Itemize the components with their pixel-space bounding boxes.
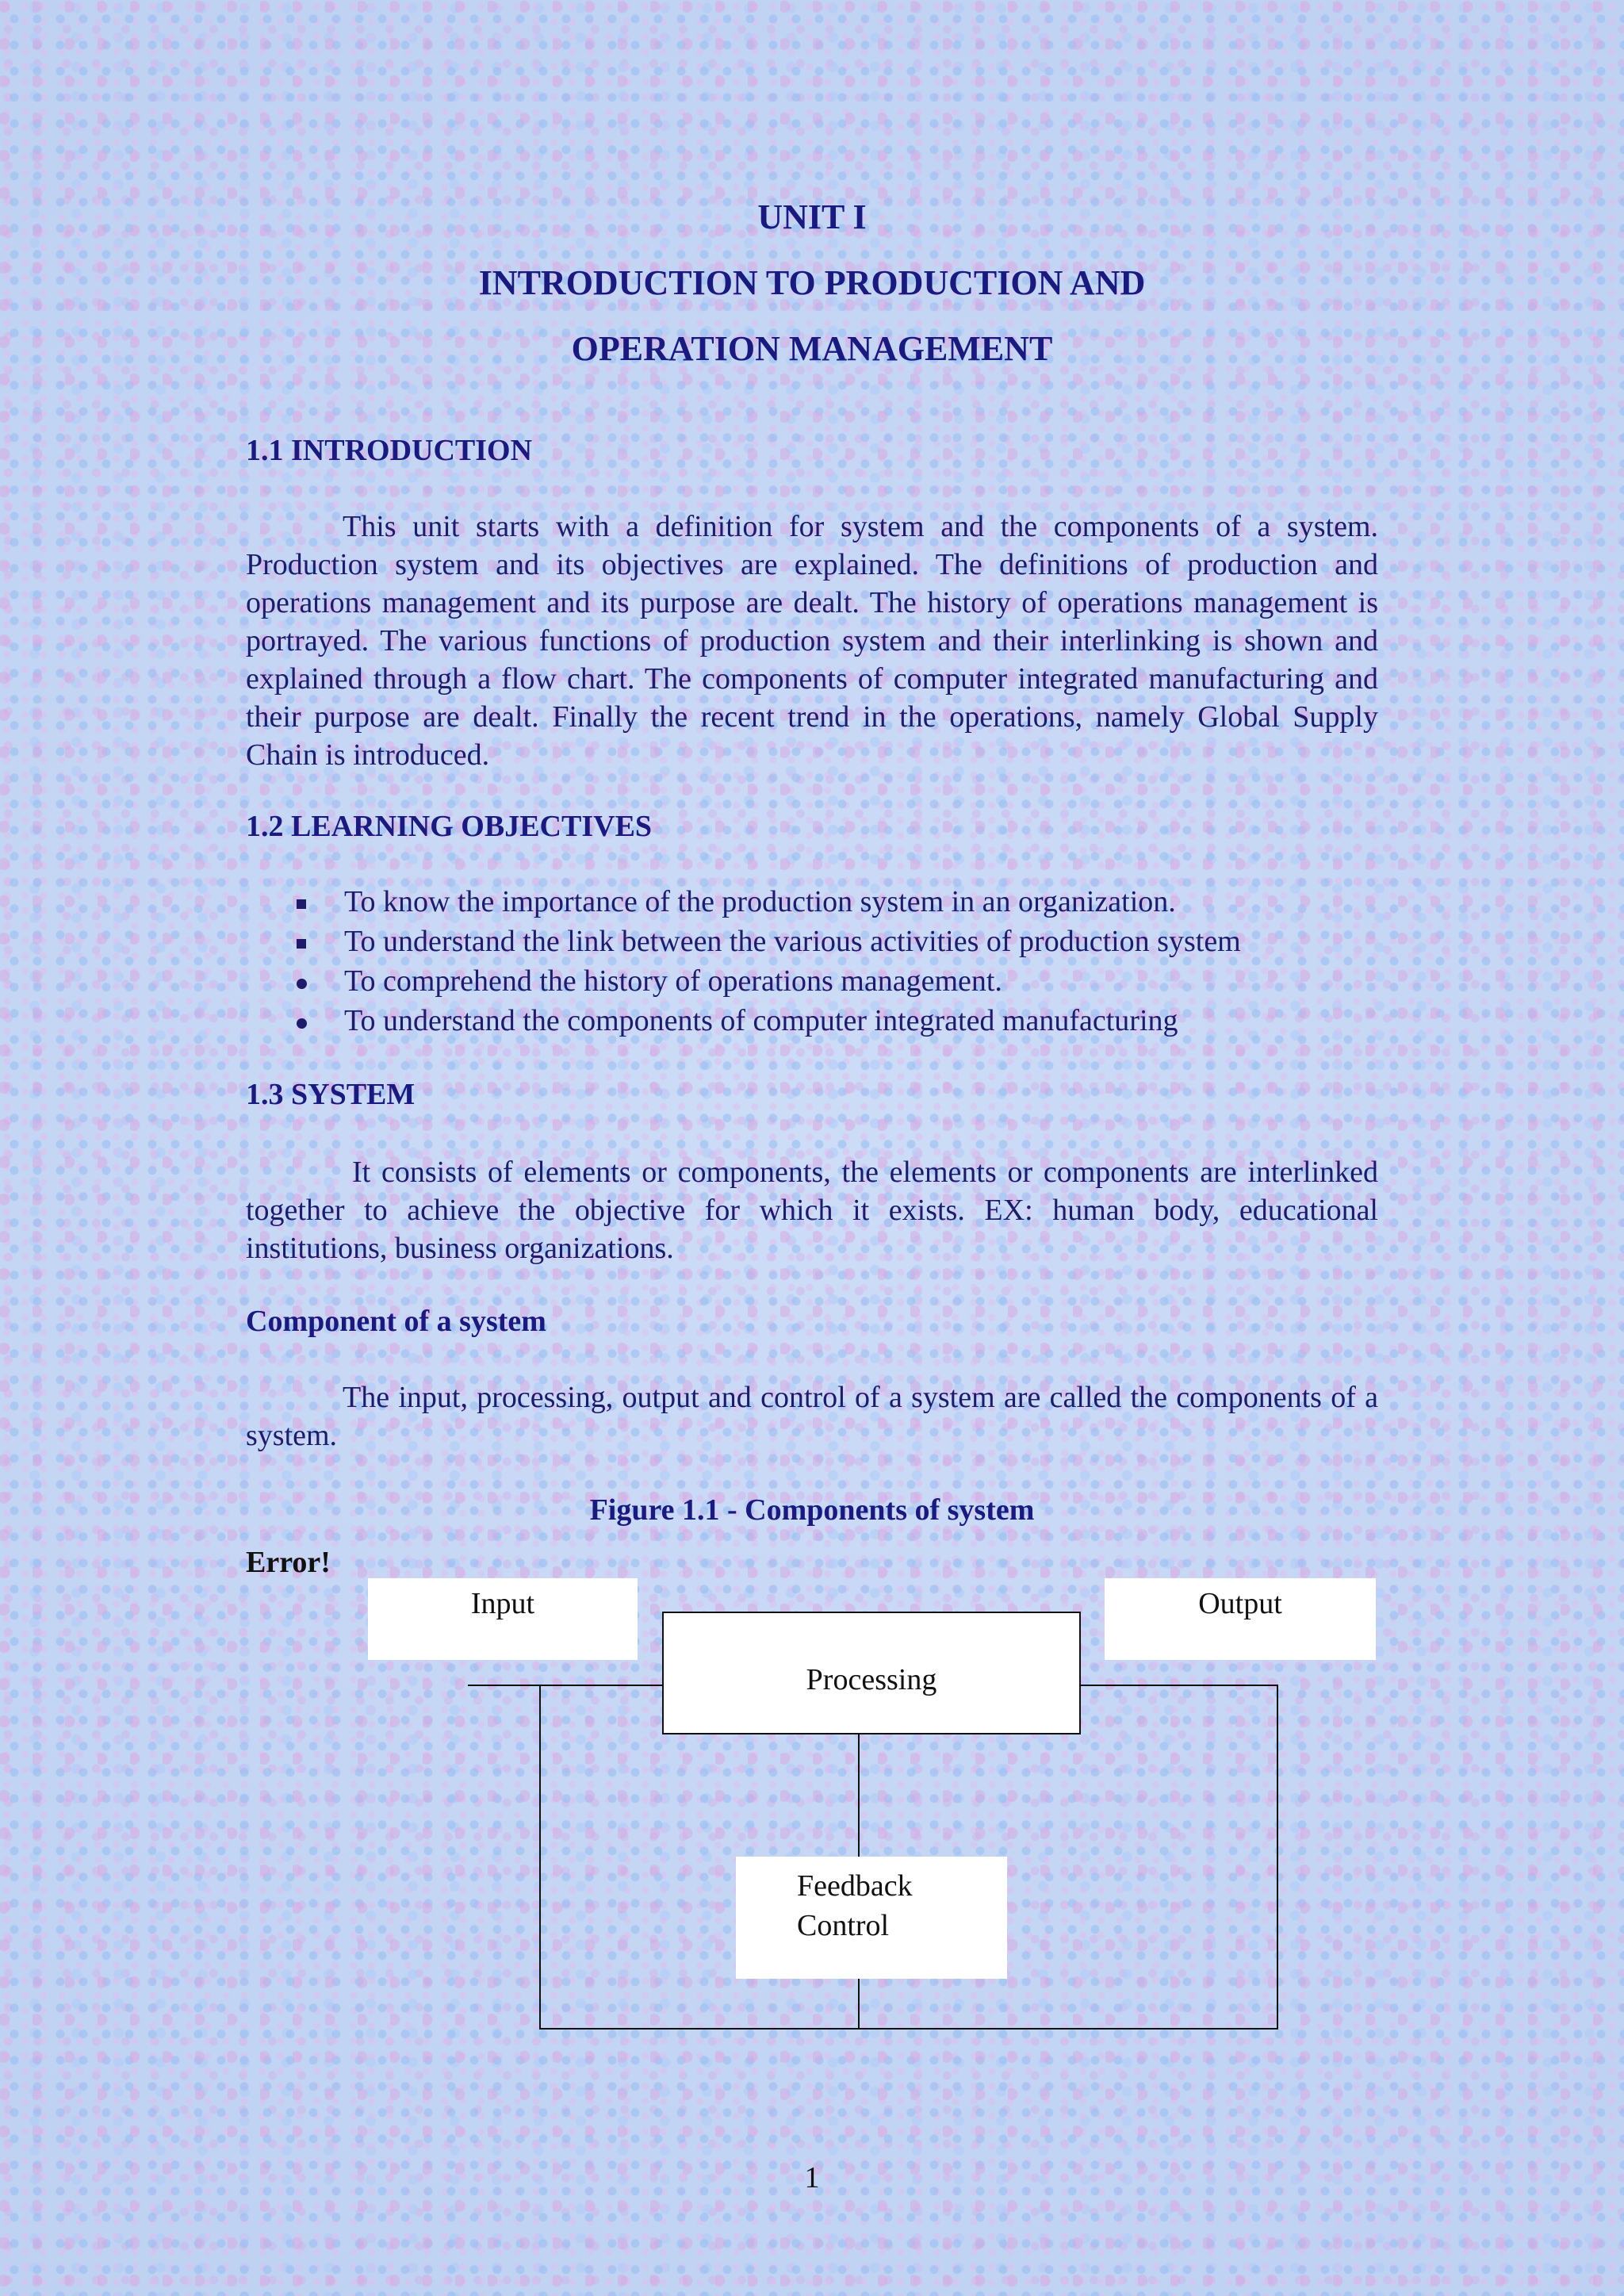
input-box	[368, 1578, 638, 1660]
component-paragraph	[246, 1378, 1378, 1455]
error-text: Error!	[246, 1546, 331, 1579]
feedback-left-line	[539, 1685, 541, 2030]
feedback-bottom-line	[539, 2028, 1278, 2030]
output-box	[1105, 1578, 1376, 1660]
component-paragraph-text: The input, processing, output and control of a system are called the components of a system.	[246, 1381, 1378, 1452]
round-bullet-icon	[293, 961, 309, 1001]
document-page: UNIT I INTRODUCTION TO PRODUCTION AND OPERATION MANAGEMENT 1.1 INTRODUCTION This unit starts with a definition for system and the components of a system. Production system and its objectives are explained. The definitions of production and operations management and its purpose are dealt. The history of operations management is portrayed. The various functions of production system and their interlinking is shown and explained through a flow chart. The components of computer integrated manufacturing and their purpose are dealt. Finally the recent trend in the operations, namely Global Supply Chain is introduced. 1.2 LEARNING OBJECTIVES To know the importance of the production system in an organization. To understand the link between the various activities of production system To comprehend the history of operations management. To understand the components of computer integrated manufacturing 1.3 SYSTEM It consists of elements or components, the elements or components are interlinked together to achieve the objective for which it exists. EX: human body, educational institutions, business organizations. Component of a system The input, processing, output and control of a system are called the components of a system. Figure 1.1 - Components of system Error! Input Processing Output Feedback Control 1	[0, 0, 1624, 2296]
page-title-line2: OPERATION MANAGEMENT	[571, 329, 1053, 368]
heading-learning-objectives: 1.2 LEARNING OBJECTIVES	[246, 810, 653, 843]
input-label: Input	[470, 1587, 535, 1620]
system-paragraph	[246, 1153, 1378, 1267]
system-paragraph-text: It consists of elements or components, the elements or components are interlinked together to achieve the objective for which it exists. EX: human body, educational institutions, business organizations.	[246, 1156, 1378, 1265]
control-to-bottom-line	[858, 1979, 860, 2030]
output-label: Output	[1198, 1587, 1282, 1620]
processing-box	[662, 1612, 1081, 1734]
round-bullet-icon	[293, 1001, 309, 1041]
control-label: Control	[797, 1909, 890, 1942]
unit-label: UNIT I	[757, 197, 867, 236]
feedback-label: Feedback	[797, 1869, 913, 1903]
heading-introduction: 1.1 INTRODUCTION	[246, 434, 533, 467]
intro-paragraph	[246, 508, 1378, 774]
heading-system: 1.3 SYSTEM	[246, 1078, 416, 1111]
feedback-right-line	[1277, 1685, 1278, 2030]
output-connector-line	[1080, 1685, 1278, 1686]
intro-paragraph-text: This unit starts with a definition for system and the components of a system. Production system and its objectives are explained. The definitions of production and operations management and its purpose are dealt. The history of operations management is portrayed. The various functions of production system and their interlinking is shown and explained through a flow chart. The components of computer integrated manufacturing and their purpose are dealt. Finally the recent trend in the operations, namely Global Supply Chain is introduced.	[246, 510, 1378, 772]
processing-to-control-line	[858, 1734, 860, 1857]
figure-caption: Figure 1.1 - Components of system	[589, 1493, 1035, 1527]
heading-component-of-system: Component of a system	[246, 1305, 546, 1338]
input-connector-line	[468, 1685, 662, 1686]
page-title-line1: INTRODUCTION TO PRODUCTION AND	[478, 263, 1146, 302]
feedback-control-box	[736, 1857, 1007, 1979]
page-number: 1	[804, 2161, 820, 2194]
square-bullet-icon	[293, 922, 309, 961]
square-bullet-icon	[293, 882, 309, 922]
processing-label: Processing	[806, 1663, 937, 1696]
